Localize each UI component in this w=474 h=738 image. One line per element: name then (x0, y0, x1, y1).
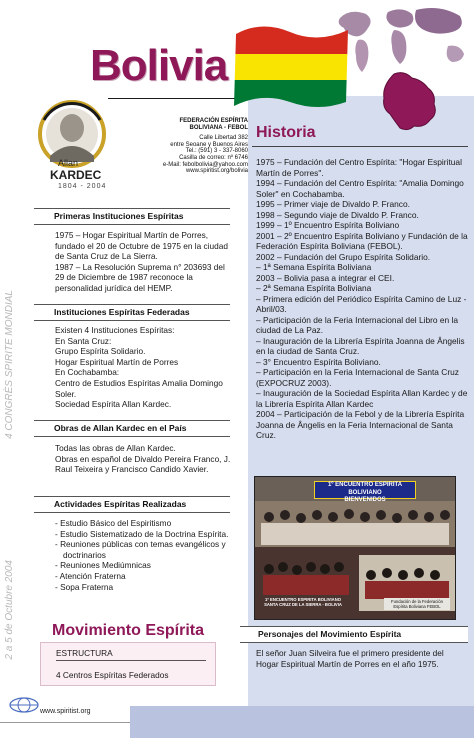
paragraph: Todas las obras de Allan Kardec. (55, 443, 176, 453)
section-heading-primeras: Primeras Instituciones Espíritas (34, 208, 230, 225)
list-item: - Reuniones Mediúmnicas (55, 560, 151, 571)
section-body-federadas (55, 325, 233, 410)
federation-address2: entre Seoane y Buenos Aires (170, 141, 248, 148)
paragraph: En Santa Cruz: (55, 335, 112, 346)
paragraph: Hogar Espiritual Martín de Porres (55, 356, 179, 367)
federation-name-line1: FEDERACIÓN ESPÍRITA (179, 118, 248, 124)
timeline-entry: 1995 – Primer viaje de Divaldo P. Franco. (256, 199, 410, 209)
section-body-obras (55, 443, 233, 475)
logo-allan-text: Allan (58, 158, 79, 168)
timeline-entry: – Participación de la Feria Internacional del Libro en la ciudad de La Paz. (256, 314, 459, 335)
logo-kardec-text: KARDEC (50, 168, 102, 182)
historia-timeline (256, 157, 468, 441)
section-body-primeras (55, 230, 233, 294)
title-underline (108, 98, 238, 99)
list-item: - Estudio Sistematizado de la Doctrina Espírita. (55, 528, 229, 539)
bolivia-map-icon (376, 68, 446, 138)
timeline-entry: 2001 – 2º Encuentro Espírita Boliviano y Fundación de la Federación Espírita Boliviana (FEBOL). (256, 230, 468, 251)
estructura-value: 4 Centros Espíritas Federados (56, 670, 169, 680)
federation-contact-block (138, 118, 248, 175)
timeline-entry: 2002 – Fundación del Grupo Espírita Solidario. (256, 251, 431, 262)
federation-email: e-Mail: febolbolivia@yahoo.com (162, 161, 248, 168)
personajes-heading: Personajes del Movimiento Espírita (240, 626, 468, 643)
footer-bar (130, 706, 474, 738)
historia-divider (252, 146, 468, 147)
paragraph: Centro de Estudios Espíritas Amalia Domingo Soler. (55, 377, 223, 399)
timeline-entry: 1998 – Segundo viaje de Divaldo P. Franco. (256, 209, 419, 220)
federation-casilla: Casilla de correo: nº 6746 (179, 154, 248, 161)
timeline-entry: 2003 – Bolivia pasa a integrar el CEI. (256, 272, 395, 283)
footer-divider (0, 722, 130, 723)
timeline-entry: – Primera edición del Periódico Espírita Camino de Luz - Abril/03. (256, 293, 467, 314)
timeline-entry: – 1ª Semana Espírita Boliviana (256, 262, 372, 272)
estructura-divider (56, 660, 206, 661)
paragraph: Obras en español de Divaldo Pereira Franco, J. Raul Teixeira y Francisco Candido Xavier. (55, 453, 231, 475)
page-title: Bolivia (90, 41, 228, 90)
estructura-label: ESTRUCTURA (56, 648, 113, 658)
photo-caption-encuentro: 1º ENCUENTRO ESPIRITA BOLIVIANO SANTA CRUZ DE LA SIERRA - BOLIVIA (264, 597, 342, 607)
congress-watermark-bottom (4, 560, 20, 690)
timeline-entry: 1975 – Fundación del Centro Espírita: "Hogar Espiritual Martín de Porres". (256, 157, 462, 178)
photo-banner-line2: BIENVENIDOS (344, 497, 386, 503)
logo-years-text: 1804 - 2004 (58, 183, 107, 190)
federation-name (138, 118, 248, 131)
photo-welcome-banner (314, 481, 416, 503)
list-item: - Atención Fraterna (55, 570, 126, 581)
activities-list (55, 518, 233, 592)
section-heading-actividades: Actividades Espíritas Realizadas (34, 496, 230, 513)
federation-name-line2: BOLIVIANA - FEBOL (189, 124, 248, 131)
paragraph: Grupo Espírita Solidario. (55, 346, 146, 357)
federation-address1: Calle Libertad 382 (199, 135, 248, 142)
paragraph: Existen 4 Instituciones Espíritas: (55, 325, 175, 335)
timeline-entry: – Inauguración de la Librería Espírita Joanna de Ângelis en la ciudad de Santa Cruz. (256, 335, 465, 356)
movimiento-heading: Movimiento Espírita (52, 622, 205, 639)
paragraph: 1987 – La Resolución Suprema n° 203693 del 29 de Diciembre de 1987 reconoce la personalidad jurídica del HEMP. (55, 261, 225, 293)
bolivia-flag-icon (232, 20, 350, 112)
personajes-text: El señor Juan Silveira fue el primero presidente del Hogar Espiritual Martín de Porres en el año 1975. (256, 648, 444, 669)
photo-caption-fundacion: Fundación de la Federación Espírita Boliviana FEBOL (384, 598, 450, 610)
federation-tel: Tel.: (591) 3 - 337-8060 (185, 148, 248, 155)
timeline-entry: 1999 – 1º Encuentro Espírita Boliviano (256, 220, 400, 230)
timeline-entry: – 3° Encuentro Espírita Boliviano. (256, 356, 381, 367)
footer-link[interactable]: www.spiritist.org (40, 708, 91, 715)
section-heading-obras: Obras de Allan Kardec en el País (34, 420, 230, 437)
timeline-entry: 2004 – Participación de la Febol y de la Librería Espírita Joanna de Ângelis en la Feria Internacional de Santa Cruz. (256, 409, 465, 440)
congress-watermark-bottom-text: 2 a 5 de Octubre 2004 (4, 560, 15, 660)
section-heading-federadas: Instituciones Espíritas Federadas (34, 304, 230, 321)
paragraph: En Cochabamba: (55, 367, 120, 378)
timeline-entry: 1994 – Fundación del Centro Espírita: "Amalia Domingo Soler" en Cochabamba. (256, 178, 464, 199)
congress-watermark-top-text: 4 CONGRÈS SPIRITE MONDIAL (4, 290, 15, 439)
timeline-entry: – 2ª Semana Espírita Boliviana (256, 283, 372, 293)
federation-web: www.spiritist.org/bolivia (185, 168, 248, 175)
historia-heading: Historia (256, 124, 316, 141)
list-item: - Reuniones públicas con temas evangélicos y doctrinarios (55, 539, 226, 560)
timeline-entry: – Participación en la Feria Internacional de Santa Cruz (EXPOCRUZ 2003). (256, 367, 459, 388)
paragraph: 1975 – Hogar Espiritual Martín de Porres, fundado el 20 de Octubre de 1975 en la ciudad de Santa Cruz de La Sierra. (55, 230, 228, 262)
timeline-entry: – Inauguración de la Sociedad Espírita Allan Kardec y de la Librería Espírita Allan Kardec (256, 388, 468, 409)
paragraph: Sociedad Espírita Allan Kardec. (55, 399, 172, 410)
photo-banner-line1: 1º ENCUENTRO ESPIRITA BOLIVIANO (327, 482, 403, 496)
congress-watermark-top (4, 290, 20, 440)
list-item: - Estudio Básico del Espiritismo (55, 518, 172, 528)
list-item: - Sopa Fraterna (55, 581, 114, 592)
